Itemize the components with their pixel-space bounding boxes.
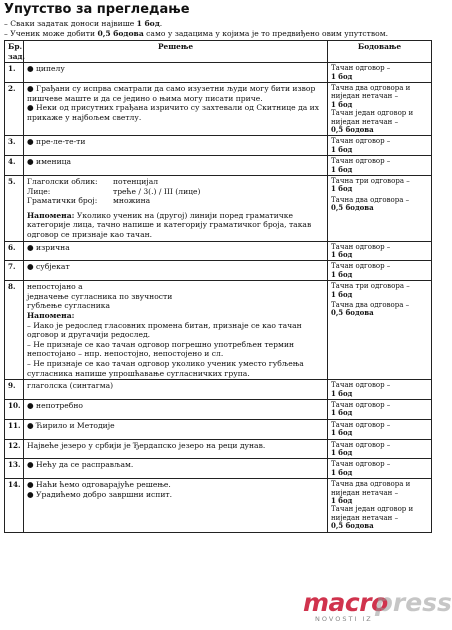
table-row xyxy=(5,241,432,261)
header-num: Бр. зад. xyxy=(5,41,24,63)
row-solution: ● непотребно xyxy=(24,400,328,420)
header-scoring: Бодовање xyxy=(328,41,432,63)
row-scoring: Тачан одговор – 1 бод xyxy=(328,400,432,420)
table-row xyxy=(5,439,432,459)
row-solution: непостојано а једначење сугласника по звучности губљење сугласника Напомена: – Иако је редослед гласовних промена битан, признаје се као тачан одговор и другачији редослед. – Не признаје се као тачан одговор погрешно употребљен термин непостојано – нпр. непостојно, непостојено и сл. – Не признаје се као тачан одговор уколико ученик уместо губљења сугласника напише упрошћавање сугласничких група. xyxy=(24,281,328,380)
row-scoring: Тачан одговор – 1 бод xyxy=(328,419,432,439)
row-scoring: Тачан одговор – 1 бод xyxy=(328,63,432,83)
row-scoring: Тачан одговор – 1 бод xyxy=(328,136,432,156)
row-solution: ● ципелу xyxy=(24,63,328,83)
row-solution: глаголска (синтагма) xyxy=(24,380,328,400)
watermark-logo xyxy=(303,586,452,624)
table-row xyxy=(5,63,432,83)
row-number: 8. xyxy=(5,281,24,380)
row-number: 7. xyxy=(5,261,24,281)
row-solution: ● Наћи ћемо одговарајуће решење. ● Урадићемо добро завршни испит. xyxy=(24,479,328,532)
row-solution: ● субјекат xyxy=(24,261,328,281)
row-scoring: Тачна два одговора и ниједан нетачан – 1 бод Тачан један одговор и ниједан нетачан – 0,5 бодова xyxy=(328,83,432,136)
row-scoring: Тачна три одговора – 1 бод Тачна два одговора – 0,5 бодова xyxy=(328,281,432,380)
table-header xyxy=(5,41,432,63)
row-number: 13. xyxy=(5,459,24,479)
row-number: 3. xyxy=(5,136,24,156)
row-scoring: Тачан одговор – 1 бод xyxy=(328,439,432,459)
row-number: 2. xyxy=(5,83,24,136)
watermark-brand-right: press xyxy=(375,588,452,617)
row-scoring: Тачна три одговора – 1 бод Тачна два одговора – 0,5 бодова xyxy=(328,176,432,242)
table-row xyxy=(5,261,432,281)
row-number: 9. xyxy=(5,380,24,400)
row-number: 12. xyxy=(5,439,24,459)
row-solution: Глаголски облик: потенцијал Лице: треће / 3(.) / III (лице) Граматички број: множина Напомена: Уколико ученик на (другој) линији поред граматичке категорије лица, тачно напише и категорију граматичког броја, такав одговор се признаје као тачан. xyxy=(24,176,328,242)
note-1: – Сваки задатак доноси највише 1 бод. xyxy=(4,19,163,28)
row-solution: ● Нећу да се расправљам. xyxy=(24,459,328,479)
table-row xyxy=(5,479,432,532)
table-row xyxy=(5,83,432,136)
row-number: 11. xyxy=(5,419,24,439)
row-solution: ● именица xyxy=(24,156,328,176)
watermark-brand-left: macro xyxy=(303,588,388,617)
row-scoring: Тачан одговор – 1 бод xyxy=(328,261,432,281)
note-2: – Ученик може добити 0,5 бодова само у задацима у којима је то предвиђено овим упутством. xyxy=(4,29,389,38)
table-row xyxy=(5,400,432,420)
row-solution: Највеће језеро у србији је Ђердапско језеро на реци дунав. xyxy=(24,439,328,459)
page-title: Упутство за прегледање xyxy=(4,2,190,17)
table-row xyxy=(5,380,432,400)
watermark-subtitle: NOVOSTI IZ xyxy=(315,615,373,623)
table-row xyxy=(5,136,432,156)
row-scoring: Тачна два одговора и ниједан нетачан – 1 бод Тачан један одговор и ниједан нетачан – 0,5 бодова xyxy=(328,479,432,532)
row-solution: ● изрична xyxy=(24,241,328,261)
table-row xyxy=(5,281,432,380)
row-scoring: Тачан одговор – 1 бод xyxy=(328,380,432,400)
row-number: 14. xyxy=(5,479,24,532)
row-number: 5. xyxy=(5,176,24,242)
table-row xyxy=(5,176,432,242)
row-solution: ● Ћирило и Методије xyxy=(24,419,328,439)
row-solution: ● Грађани су испрва сматрали да само изузетни људи могу бити извор пишчеве маште и да се једино о њима могу писати приче. ● Неки од присутних грађана изричито су захтевали од Скитнице да их прикаже у најбољем светлу. xyxy=(24,83,328,136)
row-solution: ● пре-ле-те-ти xyxy=(24,136,328,156)
table-row xyxy=(5,156,432,176)
row-number: 10. xyxy=(5,400,24,420)
row-scoring: Тачан одговор – 1 бод xyxy=(328,459,432,479)
row-scoring: Тачан одговор – 1 бод xyxy=(328,156,432,176)
row-number: 1. xyxy=(5,63,24,83)
header-solution: Решење xyxy=(24,41,328,63)
row-scoring: Тачан одговор – 1 бод xyxy=(328,241,432,261)
row-number: 6. xyxy=(5,241,24,261)
grading-table xyxy=(4,40,432,533)
table-row xyxy=(5,459,432,479)
row-number: 4. xyxy=(5,156,24,176)
table-row xyxy=(5,419,432,439)
